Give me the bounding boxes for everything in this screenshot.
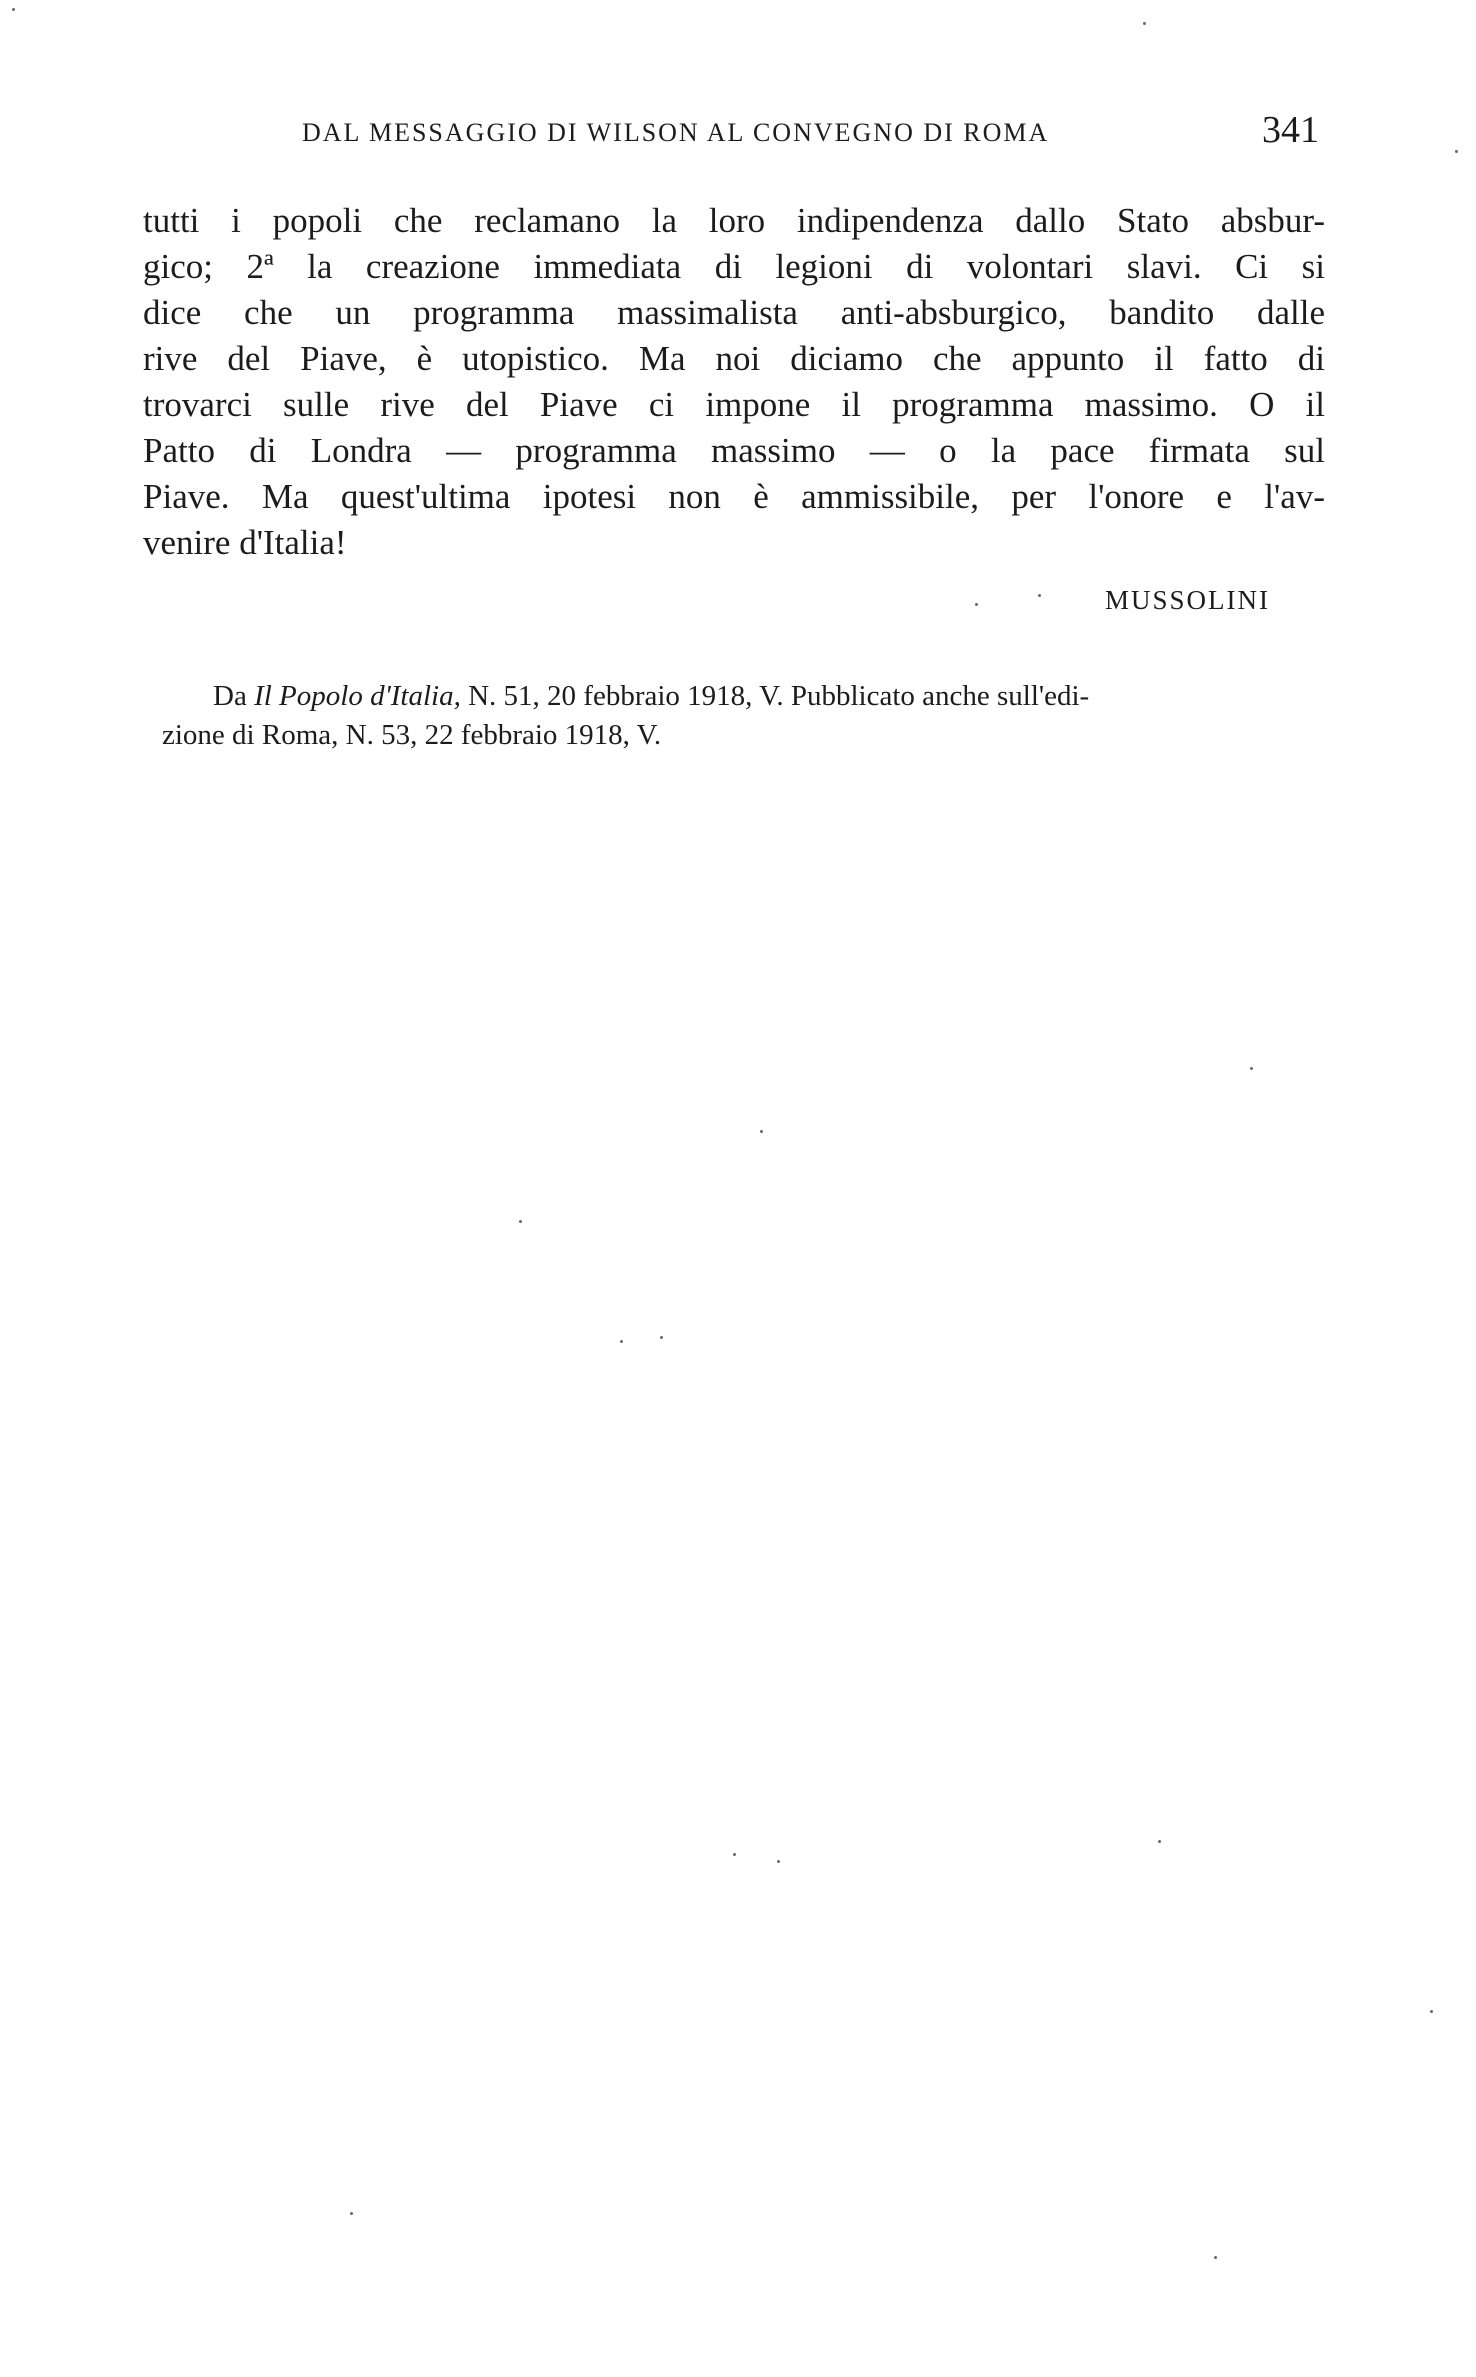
scan-speck <box>519 1220 522 1223</box>
body-line-6: Patto di Londra — programma massimo — o la pace firmata sul <box>143 431 1325 470</box>
body-line-3: dice che un programma massimalista anti-absburgico, bandito dalle <box>143 293 1325 332</box>
scan-speck <box>777 1860 780 1863</box>
scan-speck <box>660 1336 663 1339</box>
author-signature: MUSSOLINI <box>1105 585 1271 615</box>
body-line-1: tutti i popoli che reclamano la loro indipendenza dallo Stato absbur- <box>143 201 1325 240</box>
scan-speck <box>975 603 978 606</box>
body-line-7: Piave. Ma quest'ultima ipotesi non è ammissibile, per l'onore e l'av- <box>143 477 1325 516</box>
body-line-2: gico; 2ª la creazione immediata di legioni di volontari slavi. Ci si <box>143 247 1325 286</box>
source-note-line-1 <box>213 677 1325 715</box>
publication-title: Il Popolo d'Italia, <box>254 680 461 712</box>
page-number: 341 <box>1262 109 1319 151</box>
scan-speck <box>760 1130 763 1133</box>
body-line-4: rive del Piave, è utopistico. Ma noi diciamo che appunto il fatto di <box>143 339 1325 378</box>
scan-speck <box>1250 1067 1253 1070</box>
scan-speck <box>1455 150 1458 153</box>
source-note-line-2: zione di Roma, N. 53, 22 febbraio 1918, V. <box>162 719 662 751</box>
running-header: DAL MESSAGGIO DI WILSON AL CONVEGNO DI ROMA <box>302 118 1050 147</box>
scan-speck <box>12 8 15 11</box>
body-line-8: venire d'Italia! <box>143 523 347 562</box>
scan-speck <box>1158 1840 1161 1843</box>
scan-speck <box>350 2212 353 2215</box>
scan-speck <box>1214 2256 1217 2259</box>
source-prefix: Da <box>213 680 247 712</box>
scan-speck <box>1430 2010 1433 2013</box>
scan-speck <box>1038 594 1041 597</box>
source-details: N. 51, 20 febbraio 1918, V. Pubblicato anche sull'edi- <box>468 680 1090 712</box>
scan-speck <box>1143 22 1146 25</box>
body-line-5: trovarci sulle rive del Piave ci impone il programma massimo. O il <box>143 385 1325 424</box>
scan-speck <box>620 1340 623 1343</box>
scan-speck <box>733 1853 736 1856</box>
